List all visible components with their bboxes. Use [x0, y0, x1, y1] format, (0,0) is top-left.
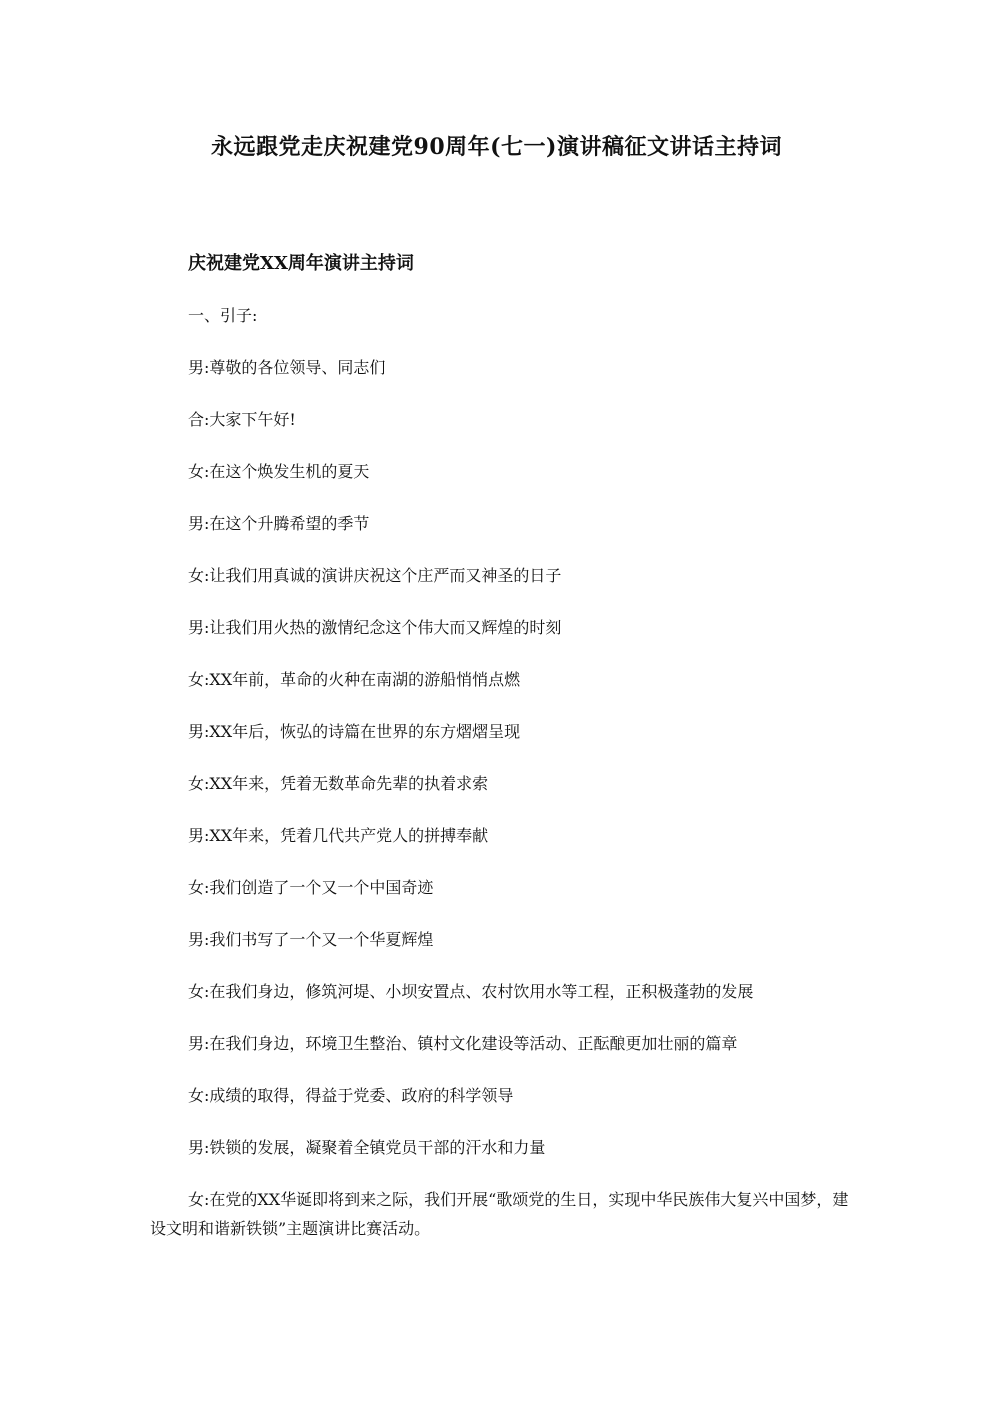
- script-line: 男:让我们用火热的激情纪念这个伟大而又辉煌的时刻: [188, 618, 562, 637]
- script-line: 男:XX年后，恢弘的诗篇在世界的东方熠熠呈现: [188, 722, 521, 741]
- section-heading: 庆祝建党XX周年演讲主持词: [188, 253, 414, 274]
- script-line: 男:我们书写了一个又一个华夏辉煌: [188, 930, 434, 949]
- script-line: 合:大家下午好!: [188, 410, 296, 429]
- script-line: 女:在我们身边，修筑河堤、小坝安置点、农村饮用水等工程，正积极蓬勃的发展: [188, 982, 754, 1001]
- script-lines: [188, 302, 848, 1186]
- script-line: 男:铁锁的发展，凝聚着全镇党员干部的汗水和力量: [188, 1138, 546, 1157]
- script-line: 男:在这个升腾希望的季节: [188, 514, 370, 533]
- script-line: 男:在我们身边，环境卫生整治、镇村文化建设等活动、正酝酿更加壮丽的篇章: [188, 1034, 738, 1053]
- document-title: 永远跟党走庆祝建党90周年(七一)演讲稿征文讲话主持词: [211, 134, 782, 160]
- script-line: 女:在这个焕发生机的夏天: [188, 462, 370, 481]
- script-line: 女:XX年来，凭着无数革命先辈的执着求索: [188, 774, 489, 793]
- closing-paragraph: 女:在党的XX华诞即将到来之际，我们开展“歌颂党的生日，实现中华民族伟大复兴中国梦，建设文明和谐新铁锁”主题演讲比赛活动。: [150, 1190, 849, 1238]
- script-line: 女:XX年前，革命的火种在南湖的游船悄悄点燃: [188, 670, 521, 689]
- script-line: 男:XX年来，凭着几代共产党人的拼搏奉献: [188, 826, 489, 845]
- script-line: 男:尊敬的各位领导、同志们: [188, 358, 386, 377]
- script-line: 一、引子:: [188, 306, 258, 325]
- script-line: 女:让我们用真诚的演讲庆祝这个庄严而又神圣的日子: [188, 566, 562, 585]
- script-line: 女:成绩的取得，得益于党委、政府的科学领导: [188, 1086, 514, 1105]
- script-line: 女:我们创造了一个又一个中国奇迹: [188, 878, 434, 897]
